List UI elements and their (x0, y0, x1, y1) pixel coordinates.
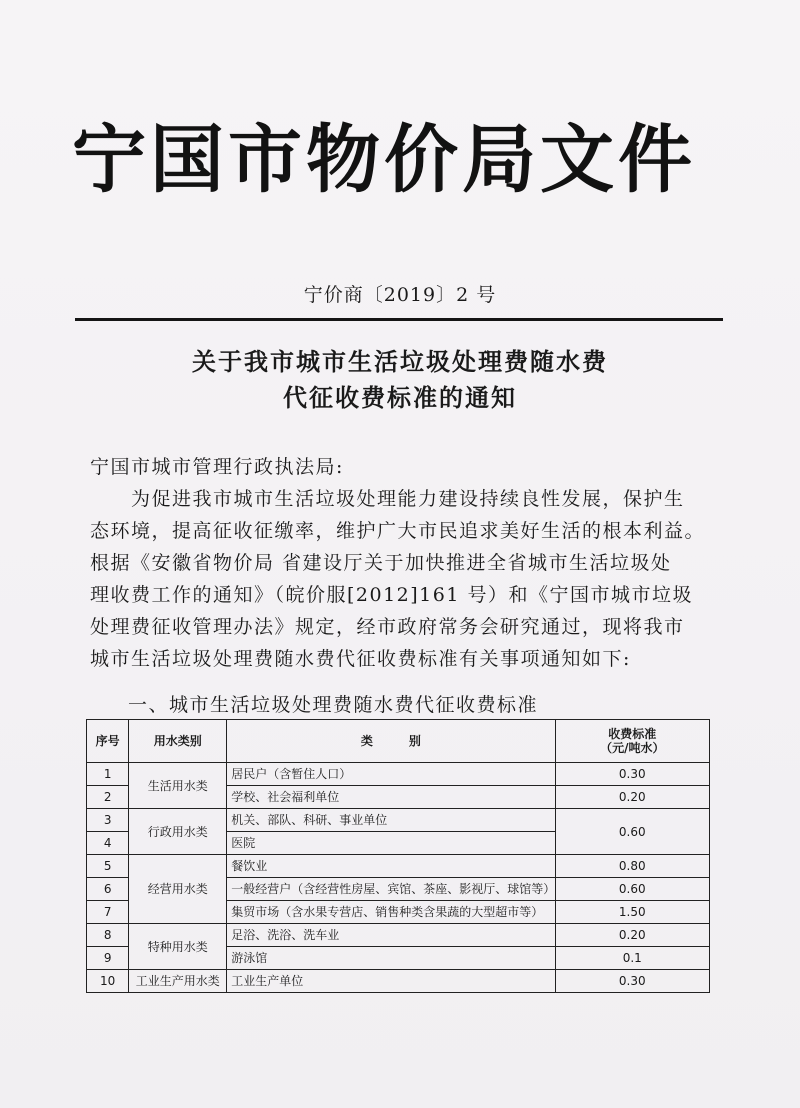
paragraph-line: 为促进我市城市生活垃圾处理能力建设持续良性发展，保护生 (90, 488, 685, 510)
row-fee: 1.50 (555, 901, 709, 924)
row-fee: 0.60 (555, 809, 709, 855)
red-header-divider (75, 318, 723, 321)
row-category: 工业生产单位 (227, 970, 555, 993)
header-fee-line-1: 收费标准 (608, 727, 657, 741)
row-water-type: 行政用水类 (129, 809, 227, 855)
fee-standard-table (86, 719, 710, 993)
notice-title-line-1: 关于我市城市生活垃圾处理费随水费 (192, 348, 608, 376)
header-category: 类 别 (227, 720, 555, 763)
row-category: 集贸市场（含水果专营店、销售种类含果蔬的大型超市等） (227, 901, 555, 924)
row-category: 足浴、洗浴、洗车业 (227, 924, 555, 947)
row-category: 学校、社会福利单位 (227, 786, 555, 809)
notice-title-line-2: 代征收费标准的通知 (283, 384, 517, 412)
row-index: 5 (87, 855, 129, 878)
row-fee: 0.60 (555, 878, 709, 901)
section-heading: 一、城市生活垃圾处理费随水费代征收费标准 (128, 694, 539, 716)
row-category: 游泳馆 (227, 947, 555, 970)
table-row (87, 924, 710, 947)
row-fee: 0.20 (555, 786, 709, 809)
addressee: 宁国市城市管理行政执法局: (90, 456, 344, 478)
paragraph-line: 根据《安徽省物价局 省建设厅关于加快推进全省城市生活垃圾处 (90, 552, 672, 574)
table-row (87, 970, 710, 993)
header-fee (555, 720, 709, 763)
row-index: 4 (87, 832, 129, 855)
row-category: 餐饮业 (227, 855, 555, 878)
table-row (87, 809, 710, 832)
row-category: 居民户（含暂住人口） (227, 763, 555, 786)
row-category: 机关、部队、科研、事业单位 (227, 809, 555, 832)
paragraph-line: 理收费工作的通知》（皖价服[2012]161 号）和《宁国市城市垃圾 (90, 584, 693, 606)
row-water-type: 经营用水类 (129, 855, 227, 924)
document-number: 宁价商〔2019〕2 号 (303, 284, 497, 306)
row-index: 2 (87, 786, 129, 809)
row-fee: 0.20 (555, 924, 709, 947)
paragraph-line: 城市生活垃圾处理费随水费代征收费标准有关事项通知如下: (90, 648, 631, 670)
header-fee-line-2: （元/吨水） (600, 741, 665, 755)
row-index: 7 (87, 901, 129, 924)
row-index: 3 (87, 809, 129, 832)
row-index: 9 (87, 947, 129, 970)
row-fee: 0.80 (555, 855, 709, 878)
row-water-type: 生活用水类 (129, 763, 227, 809)
body-paragraph (90, 483, 730, 675)
row-water-type: 特种用水类 (129, 924, 227, 970)
row-index: 10 (87, 970, 129, 993)
row-fee: 0.30 (555, 763, 709, 786)
header-index: 序号 (87, 720, 129, 763)
header-water-type: 用水类别 (129, 720, 227, 763)
paragraph-line: 态环境，提高征收征缴率，维护广大市民追求美好生活的根本利益。 (90, 520, 706, 542)
row-category: 医院 (227, 832, 555, 855)
paragraph-line: 处理费征收管理办法》规定，经市政府常务会研究通过，现将我市 (90, 616, 685, 638)
row-fee: 0.1 (555, 947, 709, 970)
masthead-title: 宁国市物价局文件 (72, 117, 696, 203)
row-index: 8 (87, 924, 129, 947)
row-category: 一般经营户（含经营性房屋、宾馆、茶座、影视厅、球馆等） (227, 878, 555, 901)
table-header-row (87, 720, 710, 763)
row-water-type: 工业生产用水类 (129, 970, 227, 993)
row-index: 6 (87, 878, 129, 901)
table-row (87, 763, 710, 786)
row-fee: 0.30 (555, 970, 709, 993)
table-row (87, 855, 710, 878)
row-index: 1 (87, 763, 129, 786)
